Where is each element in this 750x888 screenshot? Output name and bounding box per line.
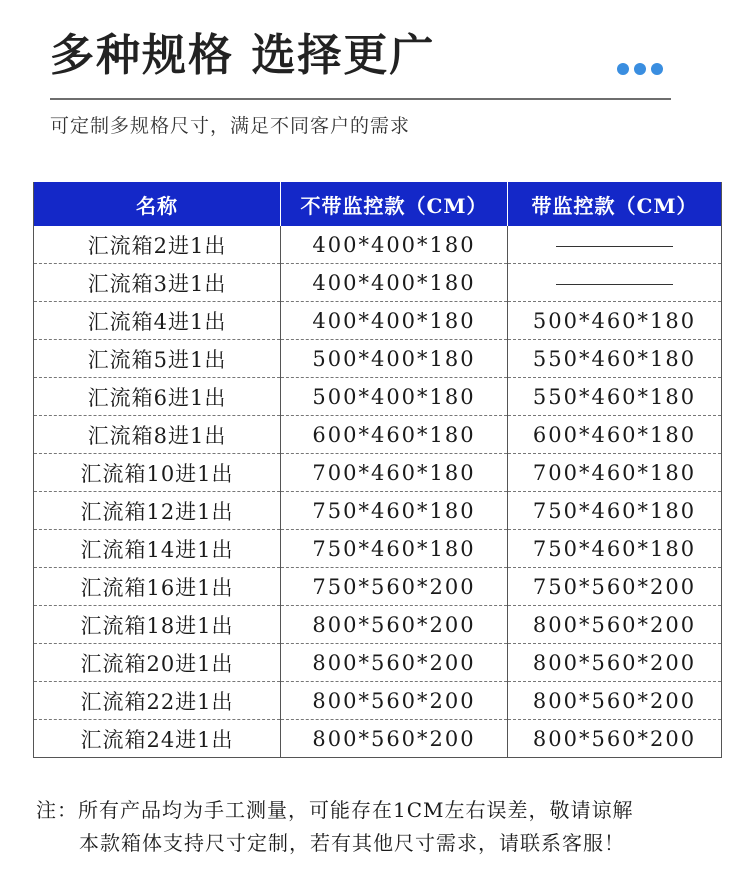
cell-with-monitor: 750*460*180: [508, 492, 722, 530]
cell-with-monitor: 800*560*200: [508, 606, 722, 644]
table-row: [34, 226, 722, 264]
empty-dash-line: [556, 246, 673, 247]
cell-no-monitor: 800*560*200: [281, 644, 508, 682]
cell-name: 汇流箱16进1出: [34, 568, 281, 606]
cell-no-monitor: 400*400*180: [281, 302, 508, 340]
cell-no-monitor: 750*460*180: [281, 530, 508, 568]
cell-name: 汇流箱8进1出: [34, 416, 281, 454]
dot-icon: [634, 63, 646, 75]
column-header-no-monitor: 不带监控款（CM）: [281, 182, 508, 226]
cell-name: 汇流箱12进1出: [34, 492, 281, 530]
decorative-dots: [617, 63, 663, 75]
cell-name: 汇流箱6进1出: [34, 378, 281, 416]
column-header-with-monitor: 带监控款（CM）: [508, 182, 722, 226]
cell-with-monitor: 750*560*200: [508, 568, 722, 606]
table-row: [34, 454, 722, 492]
cell-with-monitor: 550*460*180: [508, 378, 722, 416]
empty-dash-line: [556, 284, 673, 285]
dot-icon: [651, 63, 663, 75]
footnote-line-2: 本款箱体支持尺寸定制，若有其他尺寸需求，请联系客服！: [79, 831, 625, 855]
cell-no-monitor: 800*560*200: [281, 606, 508, 644]
cell-with-monitor: 800*560*200: [508, 720, 722, 758]
cell-name: 汇流箱18进1出: [34, 606, 281, 644]
cell-no-monitor: 750*460*180: [281, 492, 508, 530]
page-subtitle: 可定制多规格尺寸，满足不同客户的需求: [50, 115, 411, 137]
table-row: [34, 530, 722, 568]
cell-no-monitor: 500*400*180: [281, 340, 508, 378]
cell-no-monitor: 750*560*200: [281, 568, 508, 606]
footnote: [36, 794, 634, 860]
table-row: [34, 644, 722, 682]
cell-with-monitor-empty: [508, 226, 722, 264]
cell-with-monitor: 600*460*180: [508, 416, 722, 454]
cell-with-monitor: 750*460*180: [508, 530, 722, 568]
cell-name: 汇流箱14进1出: [34, 530, 281, 568]
cell-name: 汇流箱24进1出: [34, 720, 281, 758]
cell-no-monitor: 500*400*180: [281, 378, 508, 416]
cell-no-monitor: 600*460*180: [281, 416, 508, 454]
table-row: [34, 720, 722, 758]
cell-with-monitor: 800*560*200: [508, 644, 722, 682]
table-row: [34, 302, 722, 340]
cell-no-monitor: 400*400*180: [281, 264, 508, 302]
table-row: [34, 378, 722, 416]
cell-name: 汇流箱20进1出: [34, 644, 281, 682]
cell-with-monitor-empty: [508, 264, 722, 302]
table-row: [34, 492, 722, 530]
cell-name: 汇流箱2进1出: [87, 233, 227, 258]
cell-no-monitor: 800*560*200: [281, 720, 508, 758]
table-row: [34, 568, 722, 606]
cell-no-monitor: 700*460*180: [281, 454, 508, 492]
cell-with-monitor: 500*460*180: [508, 302, 722, 340]
cell-name: 汇流箱10进1出: [34, 454, 281, 492]
cell-with-monitor: 800*560*200: [508, 682, 722, 720]
cell-name: 汇流箱5进1出: [34, 340, 281, 378]
title-divider: [50, 98, 671, 100]
cell-no-monitor: 800*560*200: [281, 682, 508, 720]
table-row: [34, 340, 722, 378]
column-header-name: 名称: [34, 182, 281, 226]
cell-name: 汇流箱4进1出: [34, 302, 281, 340]
footnote-line-1: 注：所有产品均为手工测量，可能存在1CM左右误差，敬请谅解: [36, 798, 634, 822]
table-row: [34, 606, 722, 644]
dot-icon: [617, 63, 629, 75]
table-row: [34, 264, 722, 302]
cell-name: 汇流箱22进1出: [34, 682, 281, 720]
cell-no-monitor: 400*400*180: [281, 226, 508, 264]
table-row: [34, 416, 722, 454]
table-header-row: [34, 182, 722, 226]
table-row: [34, 682, 722, 720]
cell-name: 汇流箱3进1出: [34, 264, 281, 302]
cell-with-monitor: 700*460*180: [508, 454, 722, 492]
page-title: 多种规格 选择更广: [50, 30, 436, 81]
spec-table: [33, 182, 722, 758]
cell-with-monitor: 550*460*180: [508, 340, 722, 378]
